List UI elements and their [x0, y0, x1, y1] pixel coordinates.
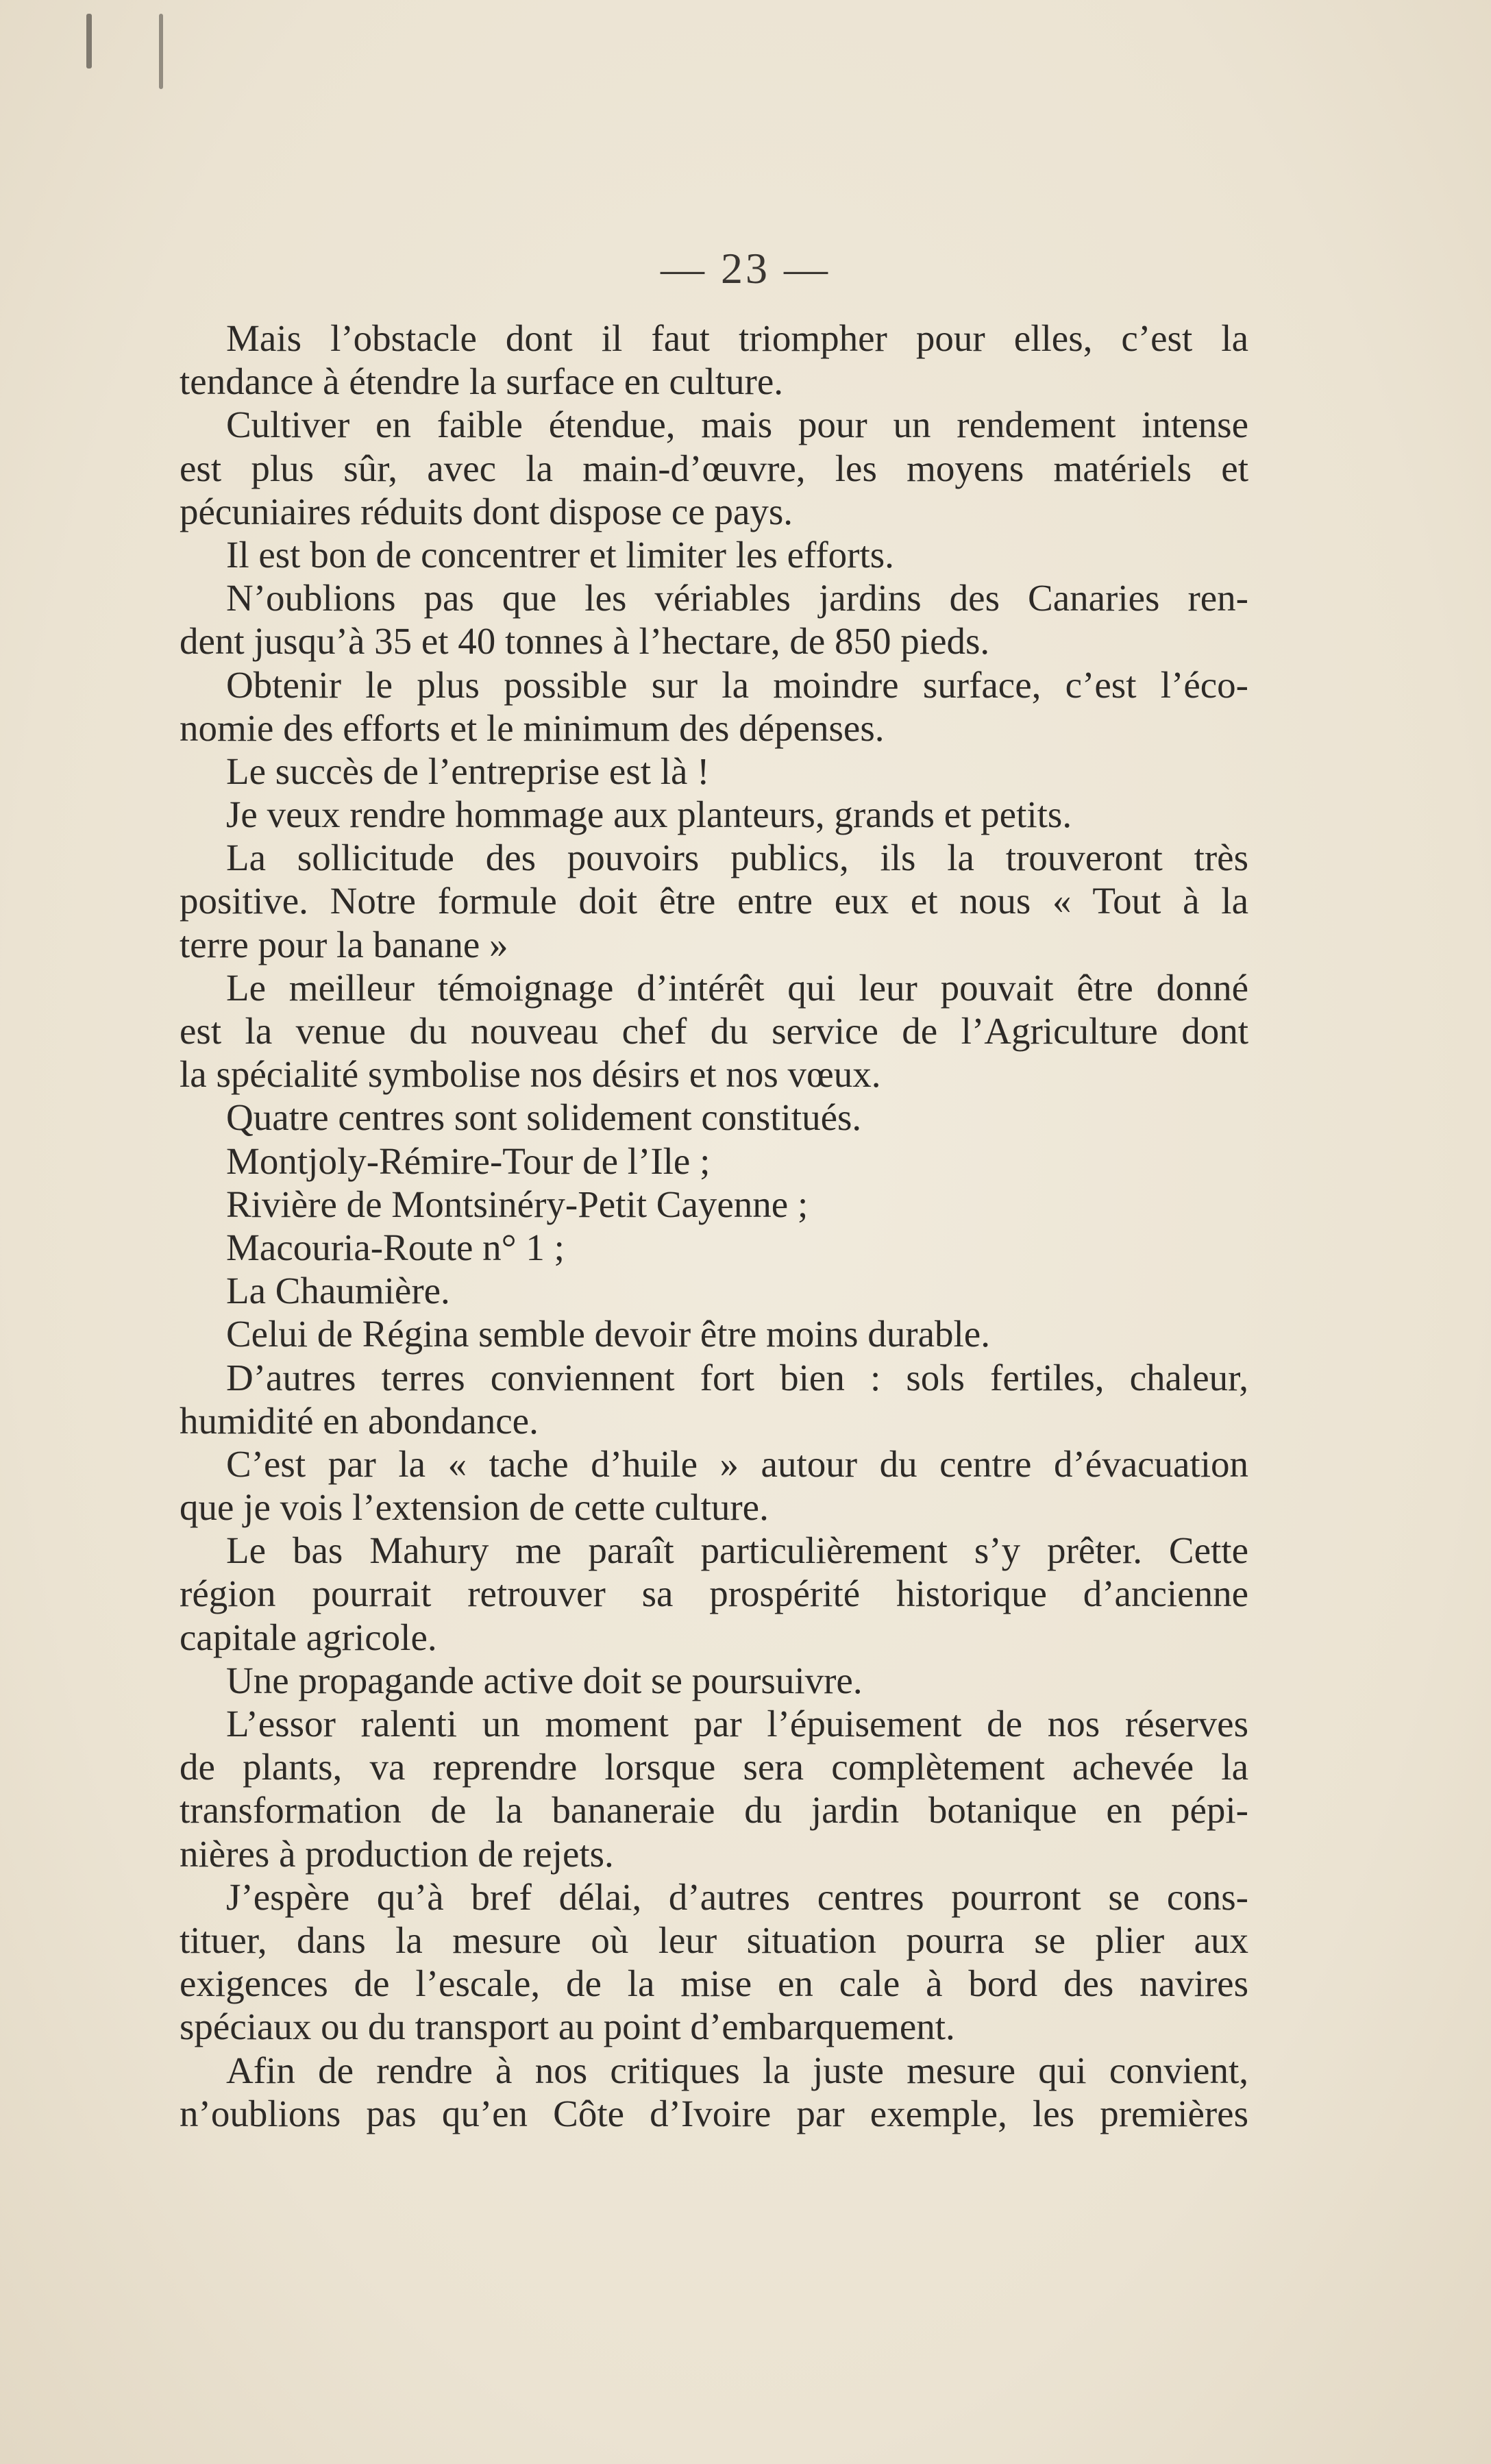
text-line: N’oublions pas que les vériables jardins des Canaries ren-	[226, 577, 1248, 619]
text-line: capitale agricole.	[180, 1616, 437, 1658]
text-line: Je veux rendre hommage aux planteurs, grands et petits.	[226, 793, 1072, 836]
text-line: Le bas Mahury me paraît particulièrement s’y prêter. Cette	[226, 1529, 1248, 1572]
text-line: Obtenir le plus possible sur la moindre surface, c’est l’éco-	[226, 663, 1248, 706]
text-line: pécuniaires réduits dont dispose ce pays.	[180, 490, 793, 532]
text-line: Le succès de l’entreprise est là !	[226, 750, 710, 792]
text-line: tituer, dans la mesure où leur situation pourra se plier aux	[180, 1919, 1248, 1961]
text-line: Montjoly-Rémire-Tour de l’Ile ;	[226, 1139, 711, 1182]
text-line: de plants, va reprendre lorsque sera complètement achevée la	[180, 1746, 1248, 1788]
binding-mark-left	[86, 14, 92, 69]
text-line: humidité en abondance.	[180, 1399, 539, 1442]
text-line: que je vois l’extension de cette culture.	[180, 1486, 769, 1529]
text-line: tendance à étendre la surface en culture.	[180, 360, 783, 403]
text-line: La sollicitude des pouvoirs publics, ils la trouveront très	[226, 837, 1248, 879]
text-line: transformation de la bananeraie du jardin botanique en pépi-	[180, 1789, 1248, 1832]
text-line: positive. Notre formule doit être entre eux et nous « Tout à la	[180, 880, 1248, 922]
text-line: région pourrait retrouver sa prospérité historique d’ancienne	[180, 1573, 1248, 1615]
text-line: terre pour la banane »	[180, 923, 508, 965]
text-line: Afin de rendre à nos critiques la juste mesure qui convient,	[226, 2049, 1248, 2091]
text-line: est la venue du nouveau chef du service de l’Agriculture dont	[180, 1010, 1248, 1052]
text-line: Celui de Régina semble devoir être moins durable.	[226, 1313, 990, 1355]
text-line: est plus sûr, avec la main-d’œuvre, les moyens matériels et	[180, 447, 1248, 489]
text-line: Cultiver en faible étendue, mais pour un rendement intense	[226, 404, 1248, 446]
text-line: exigences de l’escale, de la mise en cale à bord des navires	[180, 1962, 1248, 2005]
text-line: J’espère qu’à bref délai, d’autres centres pourront se cons-	[226, 1875, 1248, 1918]
text-line: C’est par la « tache d’huile » autour du centre d’évacuation	[226, 1442, 1248, 1485]
binding-mark-right	[159, 14, 163, 89]
text-line: Il est bon de concentrer et limiter les efforts.	[226, 533, 894, 576]
text-line: nières à production de rejets.	[180, 1832, 614, 1875]
text-line: dent jusqu’à 35 et 40 tonnes à l’hectare, de 850 pieds.	[180, 620, 990, 663]
text-line: Mais l’obstacle dont il faut triompher pour elles, c’est la	[226, 317, 1248, 359]
text-line: Macouria-Route n° 1 ;	[226, 1226, 565, 1268]
text-line: Une propagande active doit se poursuivre.	[226, 1659, 863, 1701]
text-line: Quatre centres sont solidement constitués.	[226, 1096, 862, 1139]
text-line: n’oublions pas qu’en Côte d’Ivoire par exemple, les premières	[180, 2092, 1248, 2134]
text-line: nomie des efforts et le minimum des dépenses.	[180, 706, 885, 749]
text-line: D’autres terres conviennent fort bien : sols fertiles, chaleur,	[226, 1356, 1248, 1399]
text-line: spéciaux ou du transport au point d’embarquement.	[180, 2006, 955, 2048]
body-text	[180, 317, 1248, 2135]
text-line: La Chaumière.	[226, 1270, 450, 1312]
text-line: Le meilleur témoignage d’intérêt qui leur pouvait être donné	[226, 966, 1248, 1009]
text-line: la spécialité symbolise nos désirs et nos vœux.	[180, 1053, 881, 1096]
page-number: — 23 —	[661, 244, 830, 293]
text-line: L’essor ralenti un moment par l’épuisement de nos réserves	[226, 1703, 1248, 1745]
text-line: Rivière de Montsinéry-Petit Cayenne ;	[226, 1183, 809, 1225]
